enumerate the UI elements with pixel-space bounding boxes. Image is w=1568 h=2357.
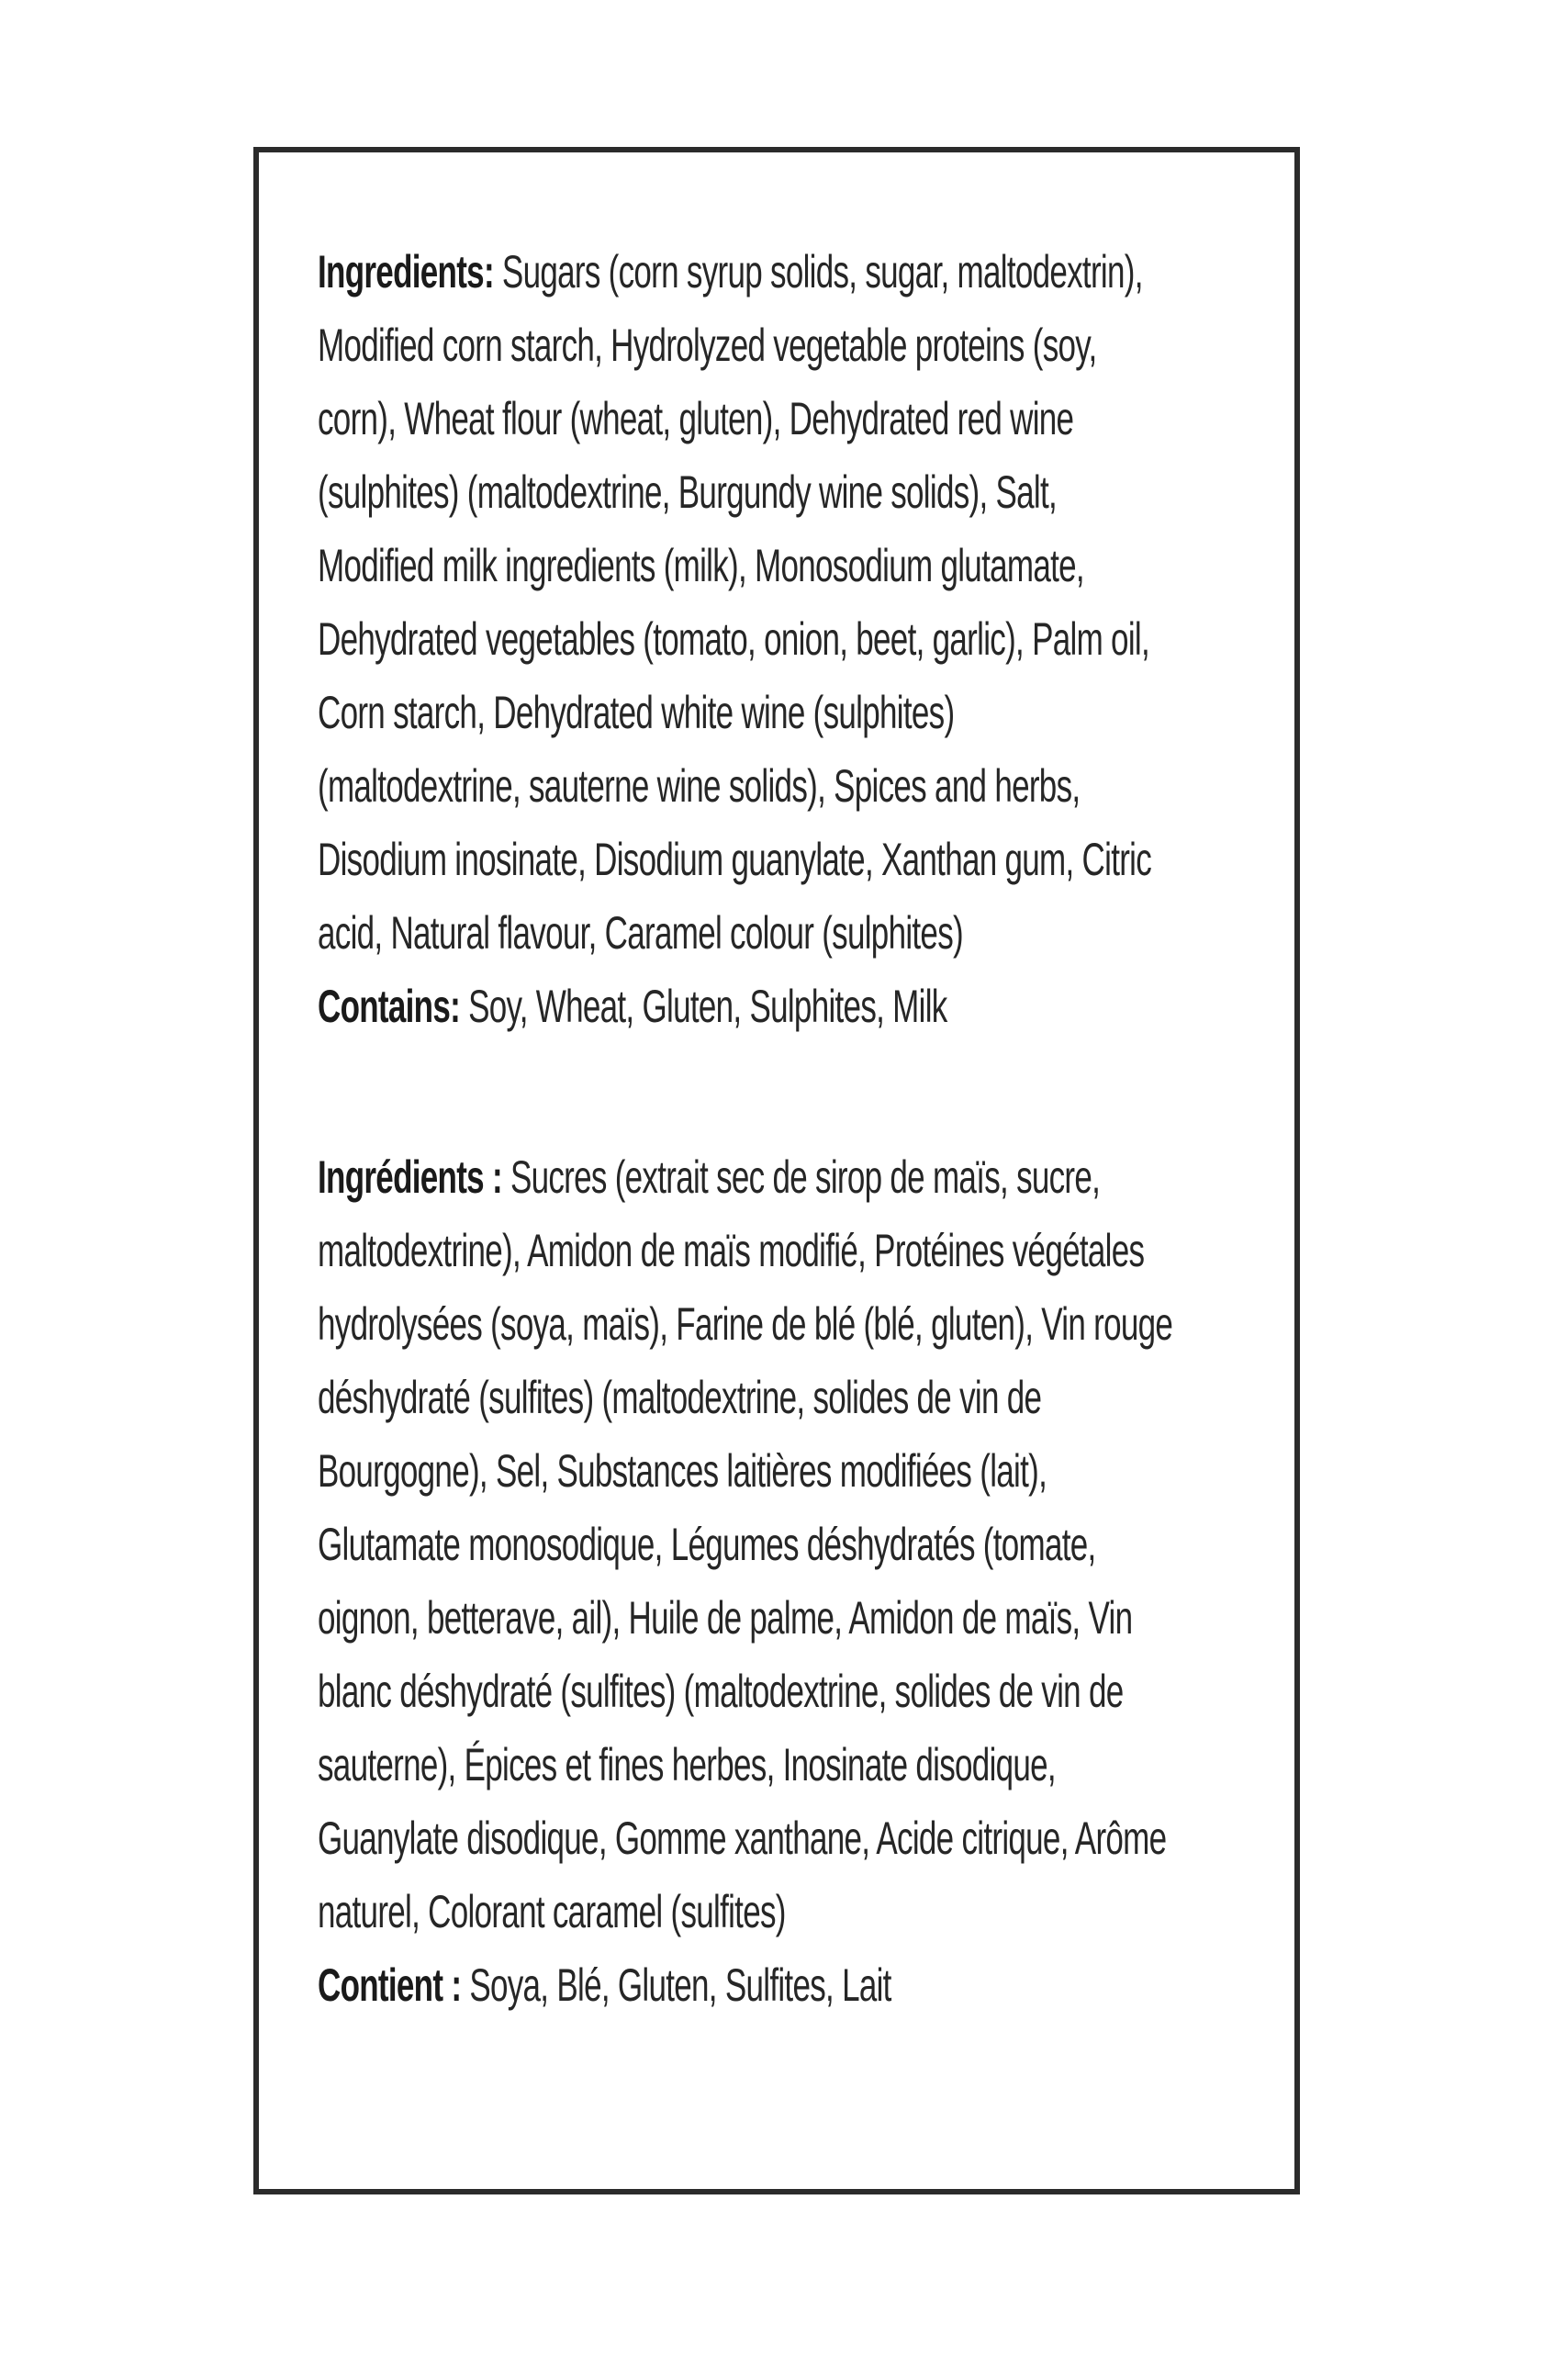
english-contains-line [318, 970, 1254, 1043]
english-ingredients-line-9: acid, Natural flavour, Caramel colour (sulphites) [318, 907, 963, 959]
english-contains-text: Soy, Wheat, Gluten, Sulphites, Milk [460, 981, 947, 1032]
english-ingredients-line-2: corn), Wheat flour (wheat, gluten), Dehydrated red wine [318, 393, 1074, 444]
french-ingredients-text: Sucres (extrait sec de sirop de maïs, sucre, [501, 1151, 1101, 1203]
english-ingredients-heading: Ingredients: [318, 246, 494, 297]
french-ingredients-line-2: hydrolysées (soya, maïs), Farine de blé (blé, gluten), Vin rouge [318, 1298, 1173, 1350]
french-ingredients-line-3: déshydraté (sulfites) (maltodextrine, solides de vin de [318, 1372, 1042, 1423]
english-ingredients-text: Sugars (corn syrup solids, sugar, maltodextrin), [493, 246, 1143, 297]
english-ingredients-line-6: Corn starch, Dehydrated white wine (sulphites) [318, 687, 955, 738]
french-ingredients-line-0 [318, 1140, 1254, 1214]
french-ingredients-line-9: Guanylate disodique, Gomme xanthane, Acide citrique, Arôme [318, 1813, 1167, 1864]
english-contains-heading: Contains: [318, 981, 461, 1032]
english-ingredients-line-8: Disodium inosinate, Disodium guanylate, Xanthan gum, Citric [318, 834, 1152, 885]
french-ingredients-line-1: maltodextrine), Amidon de maïs modifié, Protéines végétales [318, 1225, 1145, 1276]
french-ingredients-line-8: sauterne), Épices et fines herbes, Inosinate disodique, [318, 1739, 1056, 1790]
french-ingredients-block [318, 1140, 1254, 2022]
ingredients-label-panel [253, 147, 1300, 2194]
french-ingredients-line-5: Glutamate monosodique, Légumes déshydratés (tomate, [318, 1519, 1096, 1570]
french-contains-line [318, 1948, 1254, 2022]
english-ingredients-line-7: (maltodextrine, sauterne wine solids), Spices and herbs, [318, 760, 1081, 812]
french-contains-heading: Contient : [318, 1959, 462, 2011]
english-ingredients-line-3: (sulphites) (maltodextrine, Burgundy wine solids), Salt, [318, 466, 1058, 518]
french-ingredients-heading: Ingrédients : [318, 1151, 502, 1203]
english-ingredients-line-4: Modified milk ingredients (milk), Monosodium glutamate, [318, 540, 1084, 591]
english-ingredients-line-5: Dehydrated vegetables (tomato, onion, beet, garlic), Palm oil, [318, 613, 1149, 665]
french-ingredients-line-10: naturel, Colorant caramel (sulfites) [318, 1886, 786, 1937]
french-ingredients-line-4: Bourgogne), Sel, Substances laitières modifiées (lait), [318, 1445, 1047, 1497]
french-ingredients-line-6: oignon, betterave, ail), Huile de palme, Amidon de maïs, Vin [318, 1592, 1133, 1644]
english-ingredients-line-1: Modified corn starch, Hydrolyzed vegetable proteins (soy, [318, 320, 1097, 371]
french-ingredients-line-7: blanc déshydraté (sulfites) (maltodextrine, solides de vin de [318, 1666, 1124, 1717]
english-ingredients-block [318, 235, 1254, 1043]
french-contains-text: Soya, Blé, Gluten, Sulfites, Lait [461, 1959, 891, 2011]
english-ingredients-line-0 [318, 235, 1254, 309]
